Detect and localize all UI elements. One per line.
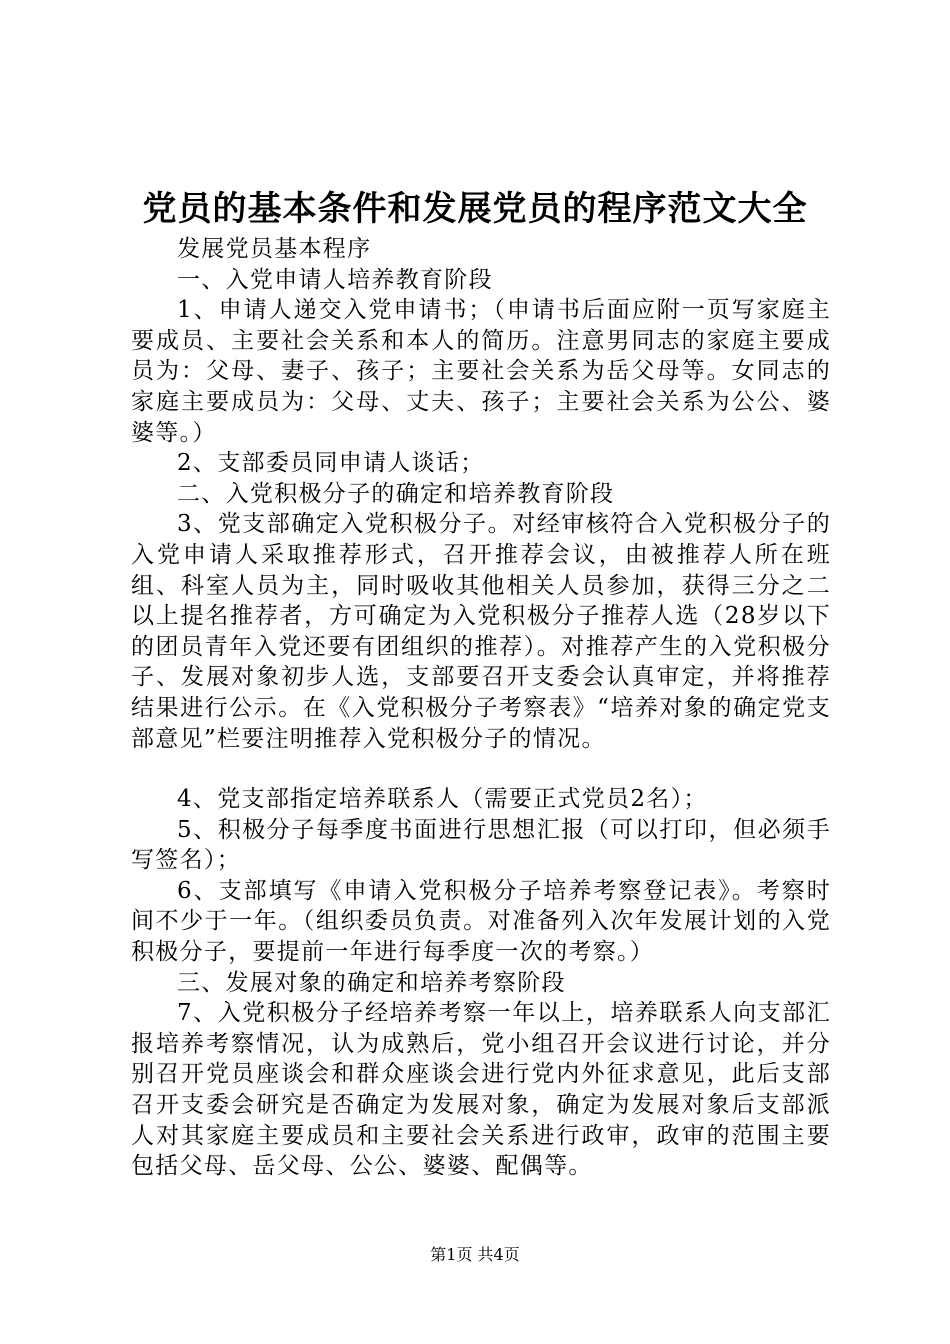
paragraph-step-6: 6、支部填写《申请入党积极分子培养考察登记表》。考察时间不少于一年。（组织委员负责。对准备列入次年发展计划的入党积极分子，要提前一年进行每季度一次的考察。） [131, 877, 831, 966]
paragraph-step-7: 7、入党积极分子经培养考察一年以上，培养联系人向支部汇报培养考察情况，认为成熟后，党小组召开会议进行讨论，并分别召开党员座谈会和群众座谈会进行党内外征求意见，此后支部召开支委会研究是否确定为发展对象，确定为发展对象后支部派人对其家庭主要成员和主要社会关系进行政审，政审的范围主要包括父母、岳父母、公公、婆婆、配偶等。 [131, 1000, 831, 1180]
paragraph-step-2: 2、支部委员同申请人谈话； [177, 450, 485, 477]
section-heading-stage-2: 二、入党积极分子的确定和培养教育阶段 [177, 480, 615, 507]
document-title: 党员的基本条件和发展党员的程序范文大全 [142, 189, 808, 229]
paragraph-step-4: 4、党支部指定培养联系人（需要正式党员2名）； [177, 786, 708, 813]
paragraph-step-5: 5、积极分子每季度书面进行思想汇报（可以打印，但必须手写签名）； [131, 816, 831, 874]
paragraph-step-3: 3、党支部确定入党积极分子。对经审核符合入党积极分子的入党申请人采取推荐形式，召开推荐会议，由被推荐人所在班组、科室人员为主，同时吸收其他相关人员参加，获得三分之二以上提名推荐者，方可确定为入党积极分子推荐人选（28岁以下的团员青年入党还要有团组织的推荐）。对推荐产生的入党积极分子、发展对象初步人选，支部要召开支委会认真审定，并将推荐结果进行公示。在《入党积极分子考察表》“培养对象的确定党支部意见”栏要注明推荐入党积极分子的情况。 [131, 511, 831, 752]
document-body [131, 234, 831, 1182]
section-heading-procedure: 发展党员基本程序 [177, 236, 372, 262]
paragraph-step-1: 1、申请人递交入党申请书；（申请书后面应附一页写家庭主要成员、主要社会关系和本人的简历。注意男同志的家庭主要成员为：父母、妻子、孩子；主要社会关系为岳父母等。女同志的家庭主要成员为：父母、丈夫、孩子；主要社会关系为公公、婆婆等。） [131, 297, 831, 446]
section-heading-stage-1: 一、入党申请人培养教育阶段 [177, 266, 493, 293]
page-footer: 第1页 共4页 [430, 1245, 520, 1264]
section-heading-stage-3: 三、发展对象的确定和培养考察阶段 [177, 969, 566, 996]
